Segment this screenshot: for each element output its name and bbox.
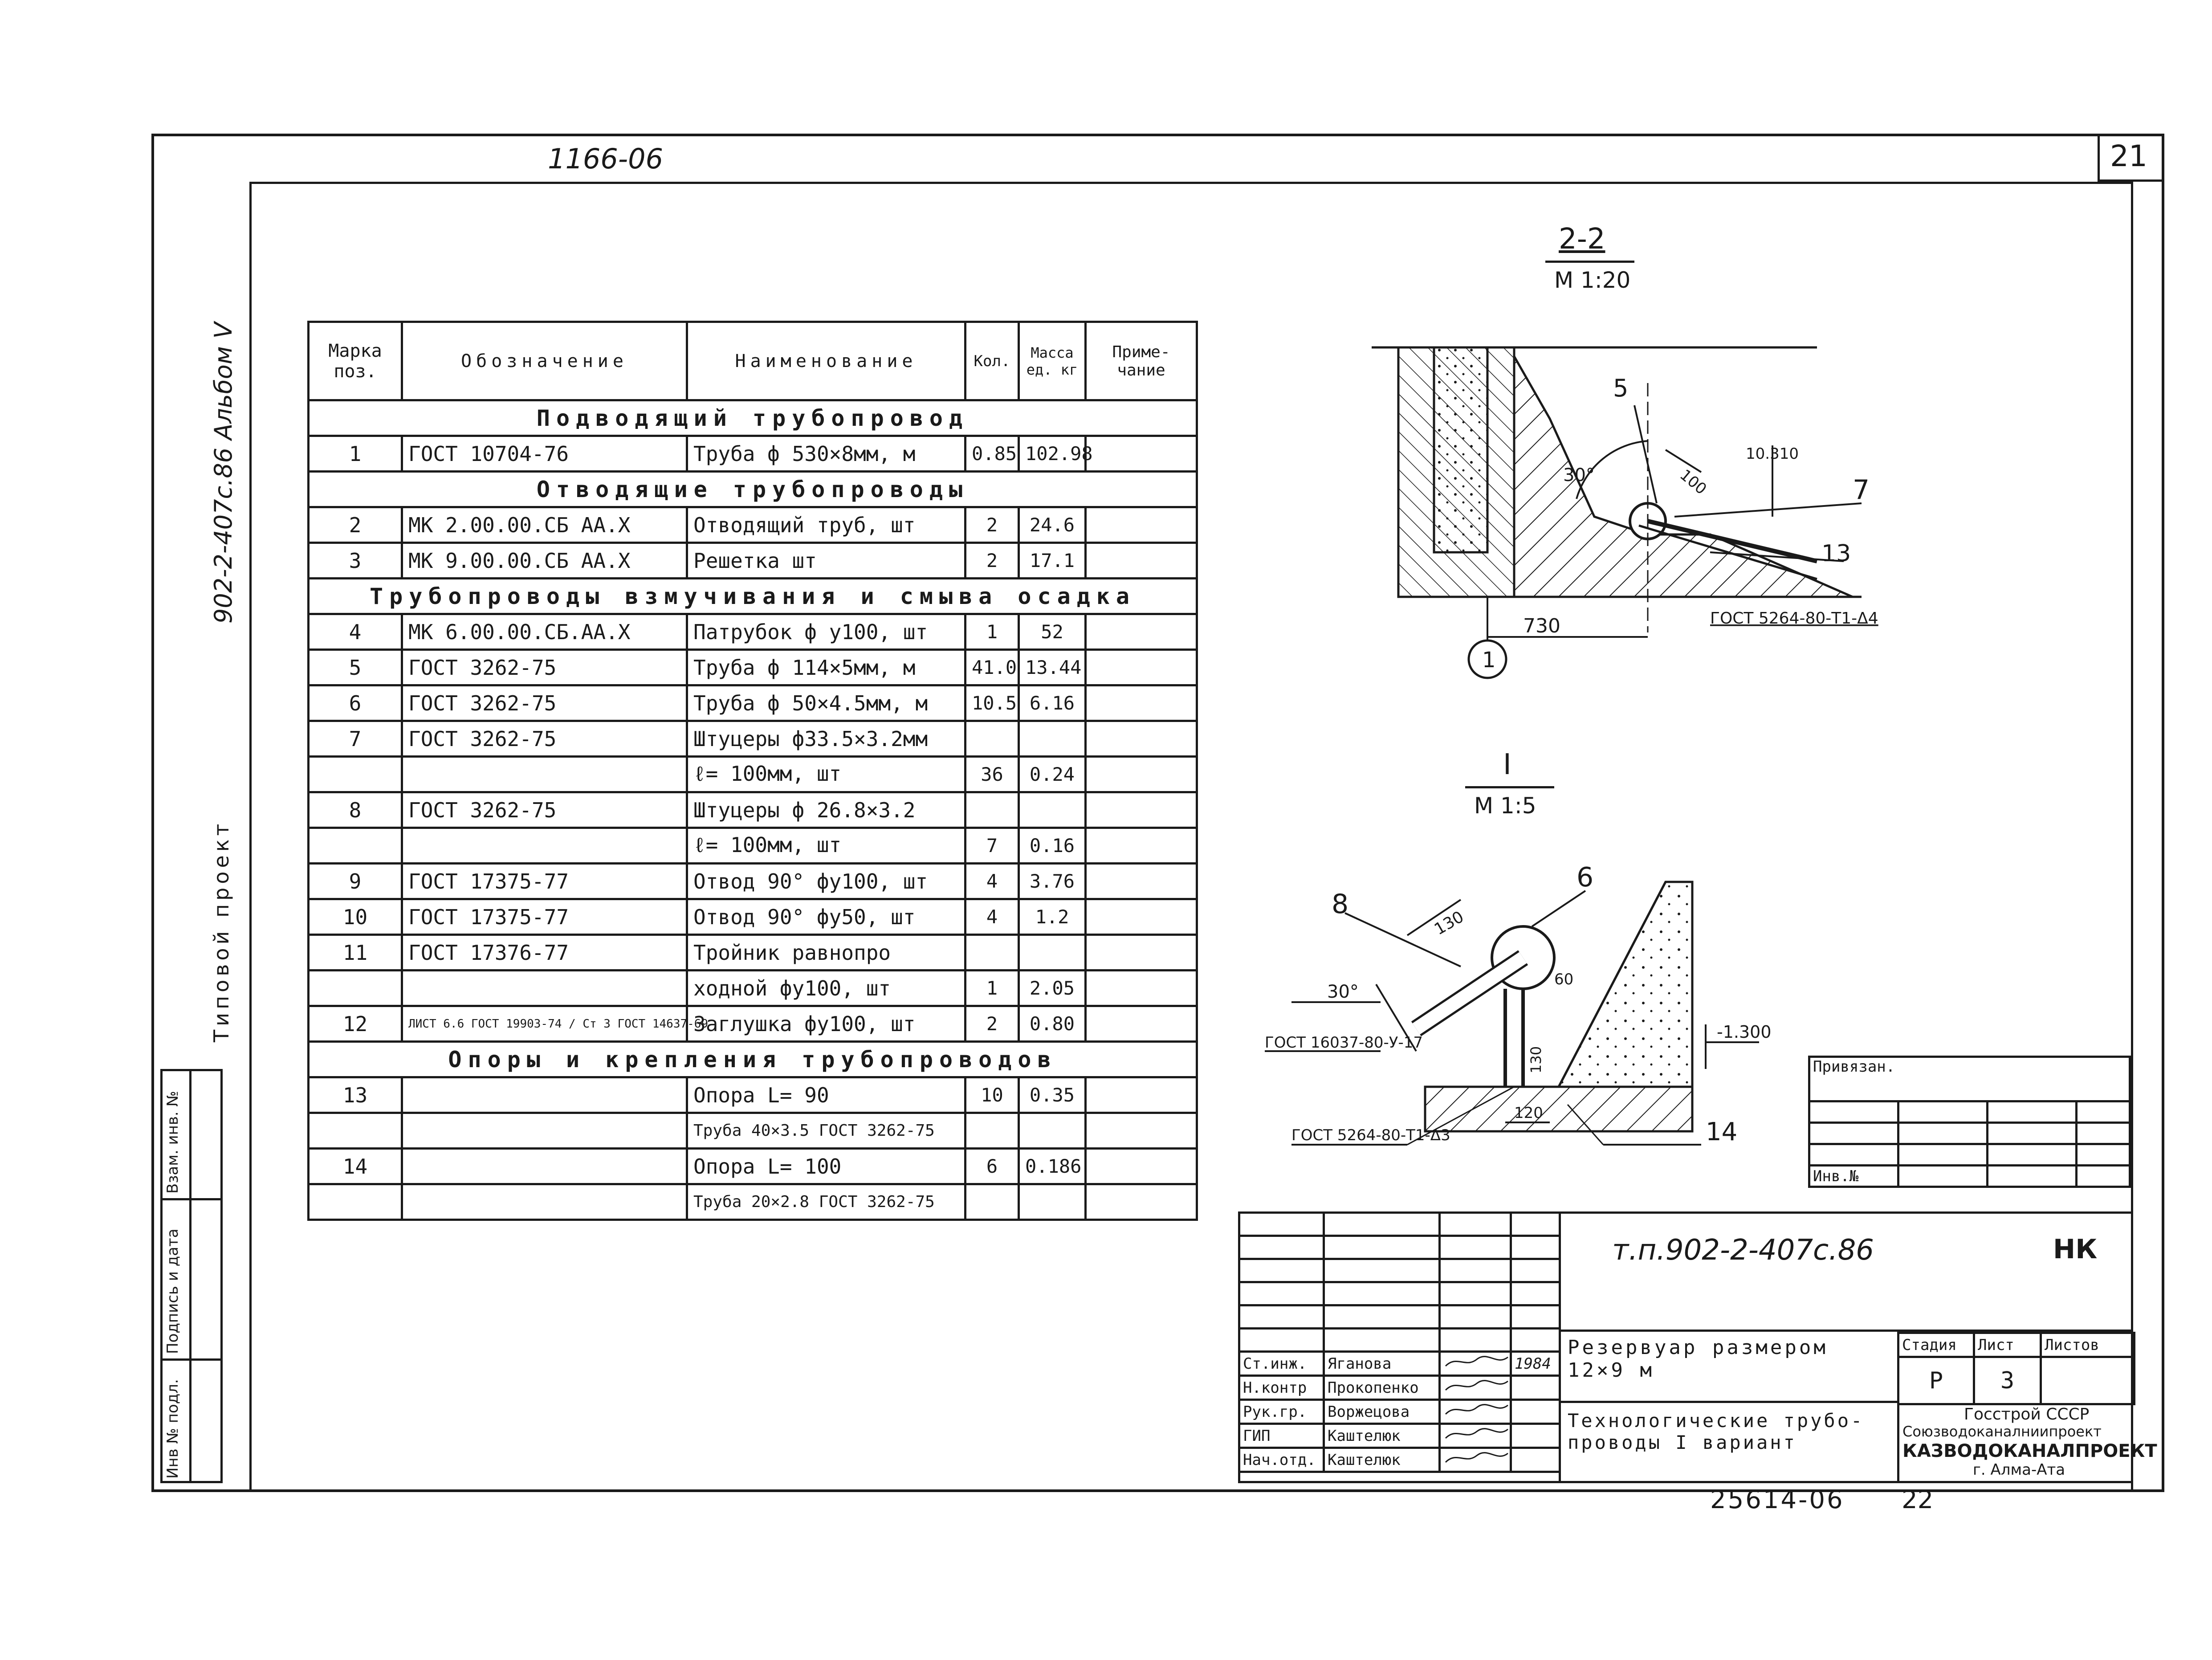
cell-name: Штуцеры ф 26.8×3.2 [687,792,965,828]
table-row [309,792,1197,828]
org-line-1: Госстрой СССР [1964,1405,2090,1423]
date-cell [1511,1376,1560,1400]
cell-note [1086,614,1197,650]
cell-note [1086,864,1197,899]
section-I-pos14: 14 [1706,1118,1738,1146]
role-name: Каштелюк [1324,1448,1440,1472]
cell-designation: ГОСТ 3262-75 [402,685,687,721]
table-row [309,721,1197,757]
cell-name: Патрубок ф у100, шт [687,614,965,650]
signature-cell [1440,1400,1511,1424]
cell-designation: ГОСТ 3262-75 [402,792,687,828]
signature-grid [1238,1211,1561,1473]
cell-note [1086,757,1197,792]
cell-designation: ГОСТ 17375-77 [402,899,687,935]
cell-mass: 102.98 [1019,436,1086,472]
cell-mass: 6.16 [1019,685,1086,721]
cell-note [1086,971,1197,1006]
date-cell [1511,1400,1560,1424]
cell-note [1086,935,1197,971]
cell-mark: 10 [309,899,402,935]
cell-designation [402,828,687,864]
project-code-vertical: 902-2-407с.86 Альбом V [209,322,237,624]
section-I-dim-120: 120 [1514,1104,1543,1122]
signature-cell [1440,1376,1511,1400]
table-row [309,935,1197,971]
cell-mass: 3.76 [1019,864,1086,899]
section-2-2-title: 2-2 [1559,223,1605,256]
cell-qty [965,721,1019,757]
cell-qty: 2 [965,543,1019,579]
cell-designation [402,1184,687,1220]
cell-designation: ЛИСТ 6.6 ГОСТ 19903-74 / Ст 3 ГОСТ 14637-69 [402,1006,687,1042]
title-doc-code-cell [1559,1211,2133,1332]
section-heading: Отводящие трубопроводы [309,472,1197,507]
table-row [309,971,1197,1006]
cell-qty: 10 [965,1077,1019,1113]
cell-designation [402,971,687,1006]
date-cell [1511,1424,1560,1448]
cell-designation: МК 9.00.00.СБ АА.Х [402,543,687,579]
table-row [309,899,1197,935]
cell-designation: МК 6.00.00.СБ.АА.Х [402,614,687,650]
cell-note [1086,1184,1197,1220]
cell-mass [1019,721,1086,757]
cell-note [1086,543,1197,579]
section-I-dim-60: 60 [1554,971,1574,988]
stamp-replace-label: Взам. инв. № [164,1091,182,1194]
cell-name: Отводящий труб, шт [687,507,965,543]
section-heading: Подводящий трубопровод [309,400,1197,436]
cell-name: Труба ф 530×8мм, м [687,436,965,472]
cell-mass [1019,792,1086,828]
cell-qty: 1 [965,614,1019,650]
cell-mass: 0.16 [1019,828,1086,864]
cell-note [1086,792,1197,828]
section-2-2-pos13: 13 [1821,540,1851,567]
cell-qty: 4 [965,899,1019,935]
signature-cell [1440,1352,1511,1376]
cell-qty: 6 [965,1149,1019,1184]
sheet-number: 21 [2110,139,2147,173]
cell-mark: 5 [309,650,402,685]
section-I-dim-130a: 130 [1431,907,1467,939]
cell-mark [309,828,402,864]
cell-name: Решетка шт [687,543,965,579]
signature-row [1239,1352,1560,1376]
cell-designation [402,1077,687,1113]
cell-designation: МК 2.00.00.СБ АА.Х [402,507,687,543]
role-label: Рук.гр. [1239,1400,1324,1424]
section-2-2-drawing [1372,330,1973,677]
signature-cell [1440,1448,1511,1472]
binding-inv: Инв.№ [1809,1166,1898,1187]
top-stamp: 1166-06 [548,143,664,175]
role-label: Нач.отд. [1239,1448,1324,1472]
cell-mark: 9 [309,864,402,899]
section-2-2-angle: 30° [1563,465,1595,485]
cell-note [1086,899,1197,935]
signature-row [1239,1424,1560,1448]
cell-mass: 52 [1019,614,1086,650]
cell-name: ℓ= 100мм, шт [687,828,965,864]
cell-mass [1019,935,1086,971]
cell-mass: 0.35 [1019,1077,1086,1113]
org-line-3: КАЗВОДОКАНАЛПРОЕКТ [1902,1441,2157,1461]
cell-designation: ГОСТ 3262-75 [402,650,687,685]
section-2-2-pos7: 7 [1853,474,1870,506]
cell-mark: 8 [309,792,402,828]
role-name: Каштелюк [1324,1424,1440,1448]
cell-mass: 13.44 [1019,650,1086,685]
section-I-pos8: 8 [1332,889,1349,920]
stamp-inv-label: Инв № подл. [164,1379,182,1479]
cell-name: Опора L= 90 [687,1077,965,1113]
cell-name: Труба ф 50×4.5мм, м [687,685,965,721]
title-doc-code: т.п.902-2-407с.86 [1612,1234,1874,1267]
cell-qty: 41.0 [965,650,1019,685]
cell-qty: 4 [965,864,1019,899]
specification-table [307,321,1198,1221]
table-row [309,507,1197,543]
table-section-row [309,400,1197,436]
cell-designation [402,757,687,792]
cell-name: Отвод 90° фу50, шт [687,899,965,935]
cell-note [1086,650,1197,685]
role-name: Воржецова [1324,1400,1440,1424]
cell-mass: 1.2 [1019,899,1086,935]
cell-note [1086,828,1197,864]
cell-mark: 3 [309,543,402,579]
cell-mark: 1 [309,436,402,472]
sheets-value [2041,1357,2135,1404]
header-note: Приме-чание [1086,322,1197,400]
role-label: Ст.инж. [1239,1352,1324,1376]
cell-qty: 36 [965,757,1019,792]
cell-mass: 0.186 [1019,1149,1086,1184]
cell-name: Труба 20×2.8 ГОСТ 3262-75 [687,1184,965,1220]
cell-mark [309,757,402,792]
table-row [309,1006,1197,1042]
cell-designation: ГОСТ 10704-76 [402,436,687,472]
cell-mass: 2.05 [1019,971,1086,1006]
section-I-dim-130b: 130 [1528,1046,1544,1073]
role-name: Яганова [1324,1352,1440,1376]
left-stamp-divider-v [189,1069,191,1483]
section-I-scale: М 1:5 [1474,793,1536,819]
signature-cell [1440,1424,1511,1448]
cell-note [1086,685,1197,721]
cell-mark [309,1184,402,1220]
cell-mass: 0.80 [1019,1006,1086,1042]
section-2-2-scale: М 1:20 [1554,267,1631,293]
sheet-value: 3 [1974,1357,2041,1404]
left-stamp-divider [160,1198,223,1200]
cell-name: ℓ= 100мм, шт [687,757,965,792]
cell-mark: 12 [309,1006,402,1042]
org-line-2: Союзводоканалниипроект [1902,1423,2102,1440]
section-I-gost2: ГОСТ 5264-80-Т1-Δ3 [1291,1126,1450,1144]
cell-qty: 10.5 [965,685,1019,721]
cell-mark: 13 [309,1077,402,1113]
section-2-2-title-line [1545,261,1634,263]
cell-qty [965,1113,1019,1149]
section-I-title: I [1503,748,1511,781]
org-line-4: г. Алма-Ата [1973,1461,2065,1479]
bottom-stamp: 25614-06 [1710,1485,1845,1514]
table-row [309,828,1197,864]
cell-mass: 17.1 [1019,543,1086,579]
section-I-angle: 30° [1327,982,1359,1002]
signature-row [1239,1448,1560,1472]
role-name: Прокопенко [1324,1376,1440,1400]
cell-mass: 24.6 [1019,507,1086,543]
cell-mark: 11 [309,935,402,971]
cell-designation: ГОСТ 3262-75 [402,721,687,757]
sheet-label: Лист [1974,1333,2041,1357]
cell-mark [309,971,402,1006]
table-row [309,1184,1197,1220]
cell-designation [402,1149,687,1184]
cell-note [1086,1113,1197,1149]
cell-note [1086,721,1197,757]
table-section-row [309,579,1197,614]
cell-note [1086,507,1197,543]
section-I-title-line [1465,786,1554,788]
title-sheet-title: Технологические трубо-проводы I вариант [1568,1410,1865,1453]
section-2-2-pos5: 5 [1613,374,1629,402]
cell-note [1086,1149,1197,1184]
role-label: ГИП [1239,1424,1324,1448]
table-section-row [309,472,1197,507]
section-2-2-dim-100: 100 [1676,466,1710,498]
cell-qty: 2 [965,1006,1019,1042]
header-name: Наименование [687,322,965,400]
section-heading: Трубопроводы взмучивания и смыва осадка [309,579,1197,614]
cell-mark: 7 [309,721,402,757]
cell-name: Штуцеры ф33.5×3.2мм [687,721,965,757]
signature-row [1239,1400,1560,1424]
role-label: Н.контр [1239,1376,1324,1400]
cell-mass [1019,1113,1086,1149]
cell-mark: 14 [309,1149,402,1184]
cell-mark: 6 [309,685,402,721]
stage-grid [1897,1332,2135,1405]
cell-qty: 7 [965,828,1019,864]
header-mass: Масса ед. кг [1019,322,1086,400]
cell-qty [965,1184,1019,1220]
section-2-2-gost: ГОСТ 5264-80-Т1-Δ4 [1710,609,1878,628]
table-row [309,614,1197,650]
cell-name: Тройник равнопро [687,935,965,971]
cell-mark: 4 [309,614,402,650]
date-cell [1511,1448,1560,1472]
section-2-2-elev: 10.310 [1746,445,1799,463]
cell-mass [1019,1184,1086,1220]
cell-qty: 2 [965,507,1019,543]
table-row [309,685,1197,721]
cell-qty [965,935,1019,971]
header-qty: Кол. [965,322,1019,400]
signature-row [1239,1376,1560,1400]
cell-designation: ГОСТ 17376-77 [402,935,687,971]
section-I-elev: -1.300 [1717,1022,1772,1042]
cell-qty: 1 [965,971,1019,1006]
table-row [309,1113,1197,1149]
table-section-row [309,1042,1197,1077]
table-row [309,436,1197,472]
left-stamp-divider [160,1358,223,1361]
cell-note [1086,436,1197,472]
title-object: Резервуар размером 12×9 м [1568,1336,1828,1382]
stage-label: Стадия [1898,1333,1974,1357]
binding-title: Привязан. [1809,1057,2130,1101]
table-row [309,543,1197,579]
table-row [309,1149,1197,1184]
section-I-gost1: ГОСТ 16037-80-У-17 [1265,1034,1423,1052]
cell-mass: 0.24 [1019,757,1086,792]
section-heading: Опоры и крепления трубопроводов [309,1042,1197,1077]
table-row [309,864,1197,899]
table-row [309,1077,1197,1113]
cell-mark: 2 [309,507,402,543]
cell-designation [402,1113,687,1149]
title-mark: НК [2053,1234,2098,1265]
date-cell: 1984 [1511,1352,1560,1376]
section-I-drawing [1247,855,1804,1167]
project-type-vertical: Типовой проект [209,820,233,1042]
table-header-row [309,322,1197,400]
header-designation: Обозначение [402,322,687,400]
cell-qty: 0.85 [965,436,1019,472]
section-2-2-dim-730: 730 [1523,615,1560,637]
cell-qty [965,792,1019,828]
cell-note [1086,1006,1197,1042]
cell-name: Заглушка фу100, шт [687,1006,965,1042]
stamp-signature-label: Подпись и дата [164,1228,182,1354]
stage-value: Р [1898,1357,1974,1404]
table-row [309,757,1197,792]
cell-note [1086,1077,1197,1113]
cell-mark [309,1113,402,1149]
cell-name: Опора L= 100 [687,1149,965,1184]
header-mark: Марка поз. [309,322,402,400]
cell-designation: ГОСТ 17375-77 [402,864,687,899]
sheets-label: Листов [2041,1333,2135,1357]
cell-name: Труба ф 114×5мм, м [687,650,965,685]
section-I-pos6: 6 [1577,862,1594,893]
cell-name: ходной фу100, шт [687,971,965,1006]
table-row [309,650,1197,685]
bottom-page: 22 [1902,1485,1934,1514]
cell-name: Труба 40×3.5 ГОСТ 3262-75 [687,1113,965,1149]
section-2-2-axis-label: 1 [1482,648,1496,673]
binding-box [1808,1056,2131,1188]
cell-name: Отвод 90° фу100, шт [687,864,965,899]
